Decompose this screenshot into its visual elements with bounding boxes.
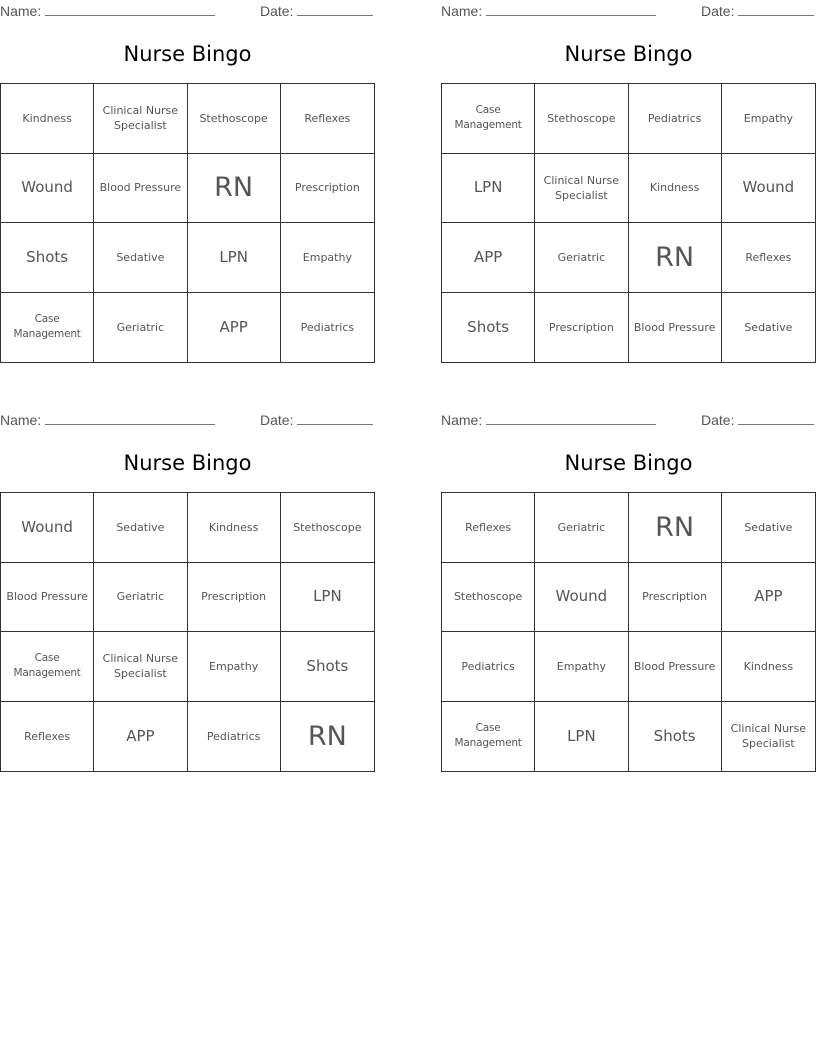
bingo-cell: LPN (188, 223, 281, 293)
bingo-cell: Wound (722, 154, 815, 224)
bingo-cell: Blood Pressure (1, 563, 94, 633)
bingo-grid (0, 83, 375, 363)
bingo-cell: LPN (281, 563, 374, 633)
bingo-cell: Prescription (629, 563, 722, 633)
bingo-cell: Sedative (94, 493, 187, 563)
bingo-cell: APP (442, 223, 535, 293)
bingo-cell: Sedative (722, 493, 815, 563)
bingo-card-1 (0, 0, 375, 380)
bingo-cell: Shots (442, 293, 535, 363)
date-field[interactable] (260, 411, 373, 428)
bingo-cell: Empathy (188, 632, 281, 702)
bingo-cell: Wound (535, 563, 628, 633)
bingo-cell: Case Management (1, 293, 94, 363)
bingo-cell: Kindness (722, 632, 815, 702)
bingo-cell: APP (94, 702, 187, 772)
date-blank-line[interactable] (738, 411, 814, 425)
bingo-cell: LPN (535, 702, 628, 772)
bingo-cell: Prescription (535, 293, 628, 363)
bingo-cell: Kindness (629, 154, 722, 224)
bingo-cell: Pediatrics (300, 320, 355, 334)
name-label: Name: (441, 412, 483, 428)
bingo-cell: RN (629, 223, 722, 293)
bingo-cell: Reflexes (722, 223, 815, 293)
date-field[interactable] (701, 2, 814, 19)
bingo-cell: Geriatric (94, 293, 187, 363)
bingo-cell: Case Management (442, 702, 535, 772)
bingo-cell: Shots (1, 223, 94, 293)
bingo-cell: Blood Pressure (94, 154, 187, 224)
card-header (441, 409, 816, 429)
bingo-cell: RN (188, 154, 281, 224)
bingo-cell: Stethoscope (188, 84, 281, 154)
bingo-cell: Stethoscope (535, 84, 628, 154)
bingo-cell: Geriatric (535, 493, 628, 563)
bingo-cell: Pediatrics (188, 702, 281, 772)
bingo-cell: RN (307, 720, 347, 752)
date-label: Date: (701, 412, 735, 428)
name-blank-line[interactable] (45, 2, 215, 16)
bingo-cell: Reflexes (281, 84, 374, 154)
name-field[interactable] (0, 411, 215, 428)
bingo-cell: Empathy (535, 632, 628, 702)
card-title: Nurse Bingo (123, 451, 252, 475)
date-blank-line[interactable] (297, 2, 373, 16)
bingo-grid (0, 492, 375, 772)
name-blank-line[interactable] (45, 411, 215, 425)
name-label: Name: (441, 3, 483, 19)
bingo-card-3 (0, 409, 375, 789)
bingo-grid (441, 492, 816, 772)
card-header (441, 0, 816, 20)
bingo-cell: APP (188, 293, 281, 363)
bingo-cell: Empathy (281, 223, 374, 293)
bingo-cell: Case Management (442, 84, 535, 154)
bingo-cell: Sedative (94, 223, 187, 293)
bingo-cell: Stethoscope (442, 563, 535, 633)
bingo-cell: Prescription (281, 154, 374, 224)
bingo-cell: Empathy (722, 84, 815, 154)
card-header (0, 0, 375, 20)
bingo-cell: Prescription (188, 563, 281, 633)
bingo-cell: Clinical Nurse Specialist (94, 632, 187, 702)
bingo-cell: Case Management (1, 632, 94, 702)
card-title: Nurse Bingo (564, 42, 693, 66)
name-field[interactable] (441, 2, 656, 19)
name-field[interactable] (0, 2, 215, 19)
bingo-cell: Stethoscope (281, 493, 374, 563)
date-label: Date: (260, 412, 294, 428)
name-label: Name: (0, 412, 42, 428)
bingo-cell: Reflexes (1, 702, 94, 772)
bingo-cell: Clinical Nurse Specialist (94, 84, 187, 154)
date-blank-line[interactable] (738, 2, 814, 16)
bingo-grid (441, 83, 816, 363)
bingo-cell: Geriatric (94, 563, 187, 633)
card-title: Nurse Bingo (123, 42, 252, 66)
date-field[interactable] (701, 411, 814, 428)
card-title: Nurse Bingo (564, 451, 693, 475)
bingo-cell: Wound (1, 154, 94, 224)
card-header (0, 409, 375, 429)
bingo-cell: Kindness (188, 493, 281, 563)
bingo-cell: RN (629, 493, 722, 563)
bingo-cell: Clinical Nurse Specialist (535, 154, 628, 224)
bingo-card-2 (441, 0, 816, 380)
name-blank-line[interactable] (486, 411, 656, 425)
date-blank-line[interactable] (297, 411, 373, 425)
name-field[interactable] (441, 411, 656, 428)
bingo-cell: Blood Pressure (629, 293, 722, 363)
bingo-cell: Pediatrics (442, 632, 535, 702)
bingo-cell: Clinical Nurse Specialist (730, 722, 807, 751)
date-label: Date: (260, 3, 294, 19)
bingo-cell: Shots (281, 632, 374, 702)
bingo-cell: APP (722, 563, 815, 633)
bingo-cell: Pediatrics (629, 84, 722, 154)
bingo-cell: Reflexes (442, 493, 535, 563)
bingo-cell: Wound (1, 493, 94, 563)
bingo-cell: Kindness (1, 84, 94, 154)
bingo-cell: LPN (442, 154, 535, 224)
bingo-cell: Geriatric (535, 223, 628, 293)
date-field[interactable] (260, 2, 373, 19)
bingo-cell: Blood Pressure (629, 632, 722, 702)
name-label: Name: (0, 3, 42, 19)
date-label: Date: (701, 3, 735, 19)
bingo-card-4 (441, 409, 816, 789)
name-blank-line[interactable] (486, 2, 656, 16)
bingo-cell: Shots (629, 702, 722, 772)
bingo-cell: Sedative (744, 320, 793, 334)
